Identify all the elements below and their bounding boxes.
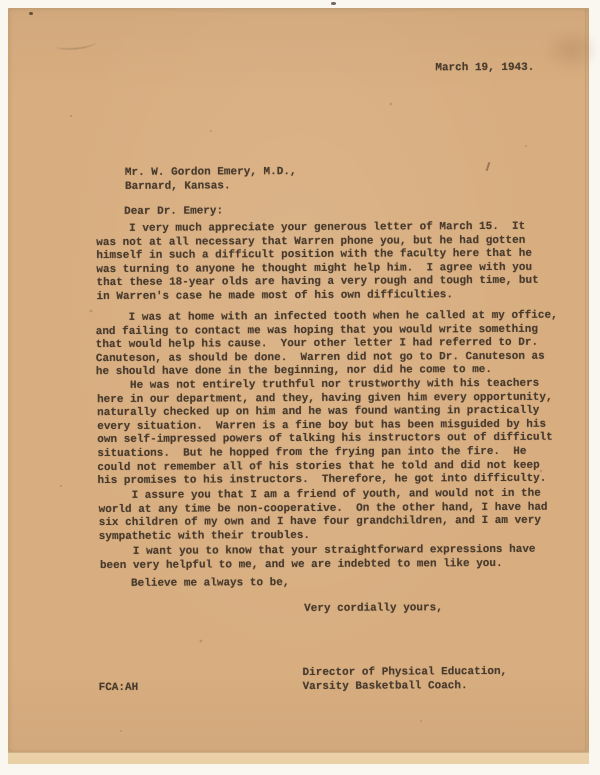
text-line: Barnard, Kansas. (124, 179, 231, 193)
text-line: He was not entirely truthful nor trustworthy with his teachers (129, 377, 540, 392)
text-line: that these 18-year olds are having a very rough and tough time, but (96, 275, 539, 290)
recipient-address (125, 166, 297, 194)
salutation: Dear Dr. Emery: (124, 205, 224, 218)
text-line: could not remember all of his stories that he told and did not keep (97, 459, 540, 474)
text-line: been very helpful to me, and we are indebted to men like you. (99, 557, 503, 572)
text-line: I want you to know that your straightforward expressions have (132, 543, 536, 558)
text-line: I very much appreciate your generous letter of March 15. It (129, 220, 526, 235)
text-line: Varsity Basketball Coach. (302, 679, 468, 693)
text-line: in Warren's case he made most of his own difficulties. (96, 289, 454, 304)
text-line: Canuteson, as should be done. Warren did not go to Dr. Canuteson as (95, 350, 545, 365)
text-line: sympathetic with their troubles. (98, 529, 311, 543)
signature-title-block (302, 666, 507, 694)
text-line: Director of Physical Education, (302, 665, 508, 679)
text-line: himself in such a difficult position with the faculty here that he (96, 247, 533, 263)
letter-date: March 19, 1943. (435, 61, 535, 75)
text-line: I assure you that I am a friend of youth, and would not in the (131, 487, 541, 502)
text-line: he should have done in the beginning, nor did he come to me. (95, 364, 493, 379)
closing-line: Very cordially yours, (304, 602, 443, 615)
text-line: and failing to contact me was hoping that you would write something (95, 323, 539, 338)
text-line: I was at home with an infected tooth when he called at my office, (128, 309, 558, 324)
letter-paragraph (100, 544, 570, 574)
text-line: his promises to his instructors. Therefore, he got into difficulty. (97, 472, 547, 488)
text-line: was not at all necessary that Warren phone you, but he had gotten (96, 234, 526, 249)
pre-closing-line: Believe me always to be, (130, 577, 290, 590)
text-line: Mr. W. Gordon Emery, M.D., (124, 166, 297, 179)
text-line: was turning to anyone he thought might help him. I agree with you (96, 261, 533, 276)
text-line: here in our department, and they, having given him every opportunity, (97, 391, 553, 406)
typist-initials: FCA:AH (98, 681, 139, 695)
text-line: world at any time be non-cooperative. On the other hand, I have had (98, 501, 548, 516)
letter-paragraph (96, 310, 566, 380)
text-line: six children of my own and I have four grandchildren, and I am very (98, 514, 542, 530)
letter-paragraph (97, 378, 568, 489)
text-line: naturally checked up on him and he was found wanting in practically (97, 404, 540, 420)
text-line: that would help his cause. Your other letter I had referred to Dr. (95, 336, 539, 352)
text-line: own self-impressed powers of talking his instructors out of difficult (97, 432, 553, 447)
text-line: every situation. Warren is a fine boy but has been misguided by his (97, 418, 547, 433)
letter-paragraph (96, 221, 566, 305)
text-line: situations. But he hopped from the frying pan into the fire. He (97, 445, 527, 461)
letter-paragraph (99, 488, 569, 545)
